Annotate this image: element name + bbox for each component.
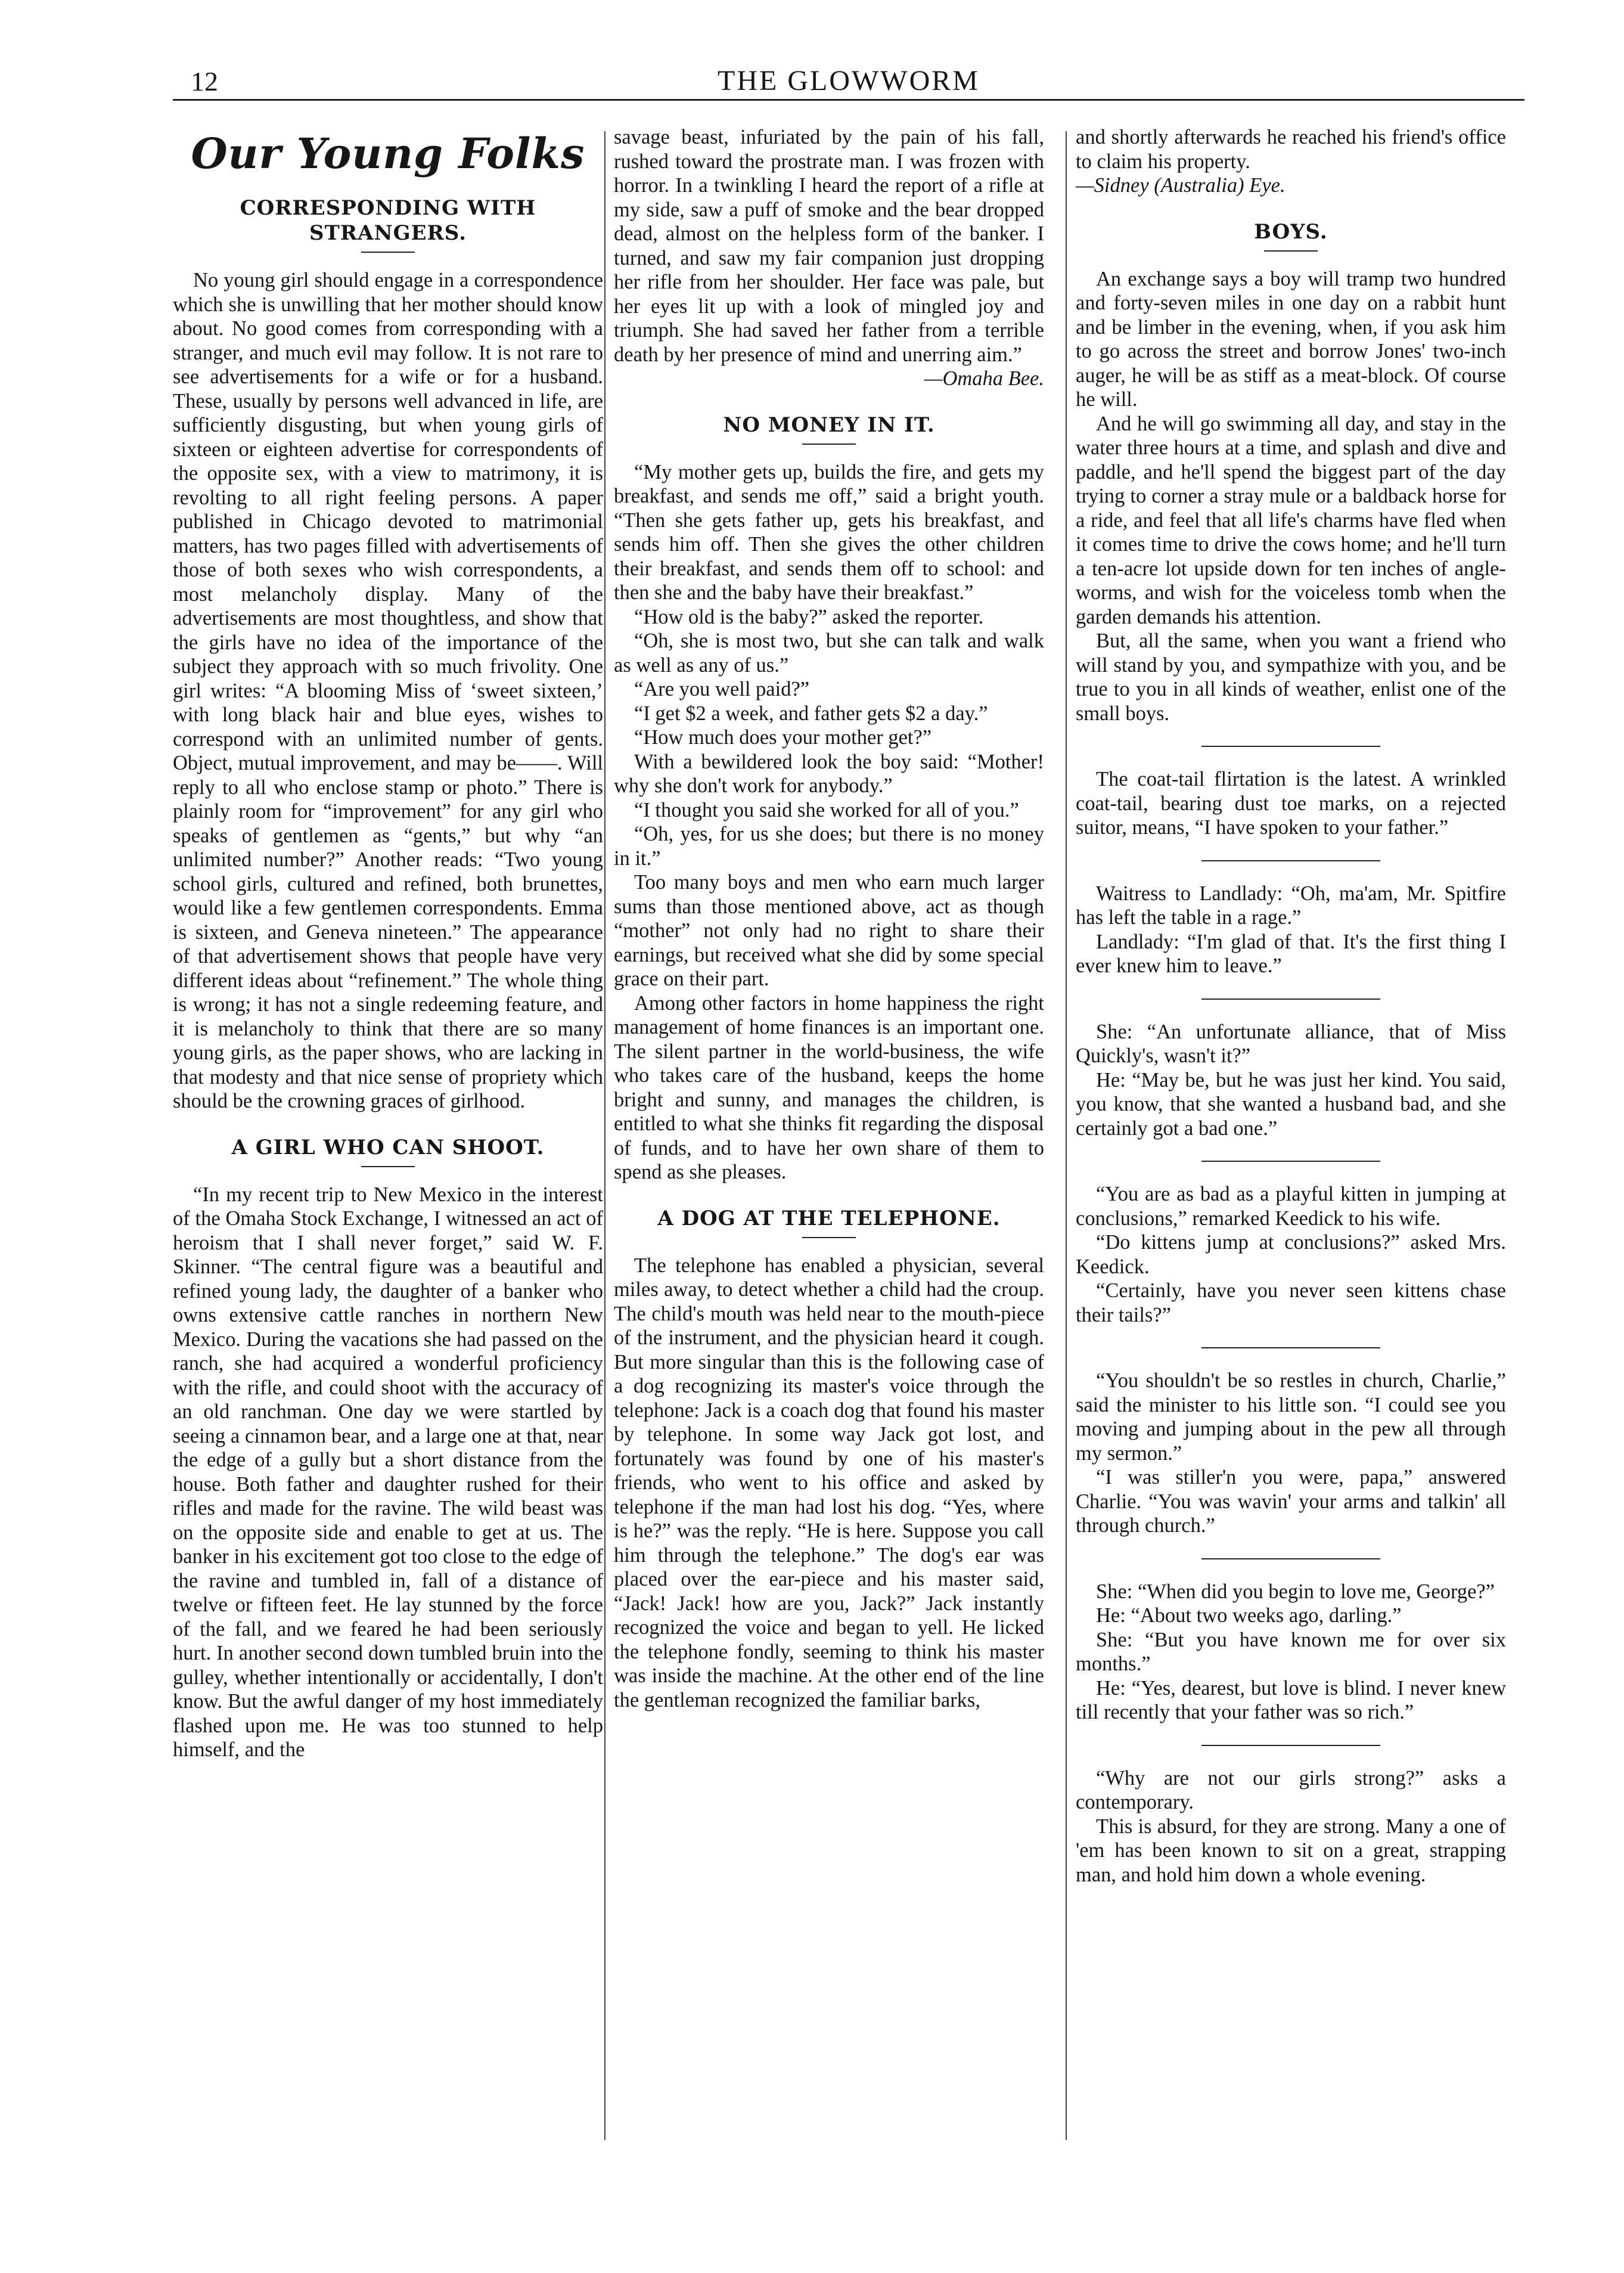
paragraph: She: “An unfortunate alliance, that of Miss Quickly's, wasn't it?”: [1076, 1020, 1506, 1067]
paragraph: He: “May be, but he was just her kind. You said, you know, that she wanted a husband bad, and she certainly got a bad one.”: [1076, 1068, 1506, 1140]
column-1: [173, 125, 603, 1762]
separator-rule: [1201, 746, 1380, 747]
paragraph: “My mother gets up, builds the fire, and gets my breakfast, and sends me off,” said a bright youth. “Then she gets father up, gets his breakfast, and sends him off. Then she gives the other children their breakfast, and sends them off to school: and then she and the baby have their breakfast.”: [614, 460, 1044, 604]
title-rule: [1264, 250, 1318, 252]
article-title: A GIRL WHO CAN SHOOT.: [231, 1135, 545, 1159]
article-title: BOYS.: [1254, 219, 1328, 244]
paragraph: An exchange says a boy will tramp two hundred and forty-seven miles in one day on a rabbit hunt and be limber in the evening, when, if you ask him to go across the street and borrow Jones' two-inch auger, he will be as stiff as a meat-block. Of course he will.: [1076, 267, 1506, 411]
paragraph: “How old is the baby?” asked the reporter.: [634, 605, 984, 628]
title-rule: [802, 444, 856, 445]
paragraph: He: “Yes, dearest, but love is blind. I never knew till recently that your father was so rich.”: [1076, 1676, 1506, 1723]
paragraph: “Why are not our girls strong?” asks a contemporary.: [1076, 1766, 1506, 1813]
paragraph: “In my recent trip to New Mexico in the interest of the Omaha Stock Exchange, I witnessed an act of heroism that I shall never forget,” said W. F. Skinner. “The central figure was a beautiful and refined young lady, the daughter of a banker who owns extensive cattle ranches in northern New Mexico. During the vacations she had passed on the ranch, she had acquired a wonderful proficiency with the rifle, and could shoot with the accuracy of an old ranchman. One day we were startled by seeing a cinnamon bear, and a large one at that, near the edge of a gully but a short distance from the house. Both father and daughter rushed for their rifles and made for the ravine. The wild beast was on the opposite side and enable to get at us. The banker in his excitement got too close to the edge of the ravine and tumbled in, fall of a distance of twelve or fifteen feet. He lay stunned by the force of the fall, and we feared he had been seriously hurt. In another second down tumbled bruin into the gulley, whether intentionally or accidentally, I don't know. But the awful danger of my host immediately flashed upon me. He was too stunned to help himself, and the: [173, 1183, 603, 1761]
separator-rule: [1201, 1558, 1380, 1559]
paragraph: No young girl should engage in a correspondence which she is unwilling that her mother should know about. No good comes from corresponding with a stranger, and much evil may follow. It is not rare to see advertisements for a wife or for a husband. These, usually by persons well advanced in life, are sufficiently disgusting, but when young girls of sixteen or eighteen advertise for correspondents of the opposite sex, with a view to matrimony, it is revolting to all right feeling persons. A paper published in Chicago devoted to matrimonial matters, has two pages filled with advertisements of those of both sexes who wish correspondents, a most melancholy display. Many of the advertisements are most thoughtless, and show that the girls have no idea of the importance of the subject they approach with so much frivolity. One girl writes: “A blooming Miss of ‘sweet sixteen,’ with long black hair and blue eyes, wishes to correspond with an unlimited number of gents. Object, mutual improvement, and may be——. Will reply to all who enclose stamp or photo.” There is plainly room for “improvement” for any girl who speaks of gentlemen as “gents,” but why “an unlimited number?” Another reads: “Two young school girls, cultured and refined, both brunettes, would like a few gentlemen correspondents. Emma is sixteen, and Geneva nineteen.” The appearance of that advertisement shows that people have very different ideas about “refinement.” The whole thing is wrong; it has not a single redeeming feature, and it is melancholy to think that there are so many young girls, as the paper shows, who are lacking in that modesty and that nice sense of propriety which should be the crowning graces of girlhood.: [173, 269, 603, 1112]
paragraph: “You shouldn't be so restles in church, Charlie,” said the minister to his little son. “I could see you moving and jumping about in the pew all through my sermon.”: [1076, 1369, 1506, 1465]
publication-title: THE GLOWWORM: [718, 65, 980, 97]
paragraph: With a bewildered look the boy said: “Mother! why she don't work for anybody.”: [614, 750, 1044, 797]
paragraph: “Do kittens jump at conclusions?” asked Mrs. Keedick.: [1076, 1231, 1506, 1278]
column-3: [1076, 125, 1506, 1887]
paragraph: “I was stiller'n you were, papa,” answered Charlie. “You was wavin' your arms and talkin' all through church.”: [1076, 1466, 1506, 1537]
header-rule: [173, 99, 1524, 101]
paragraph: “You are as bad as a playful kitten in jumping at conclusions,” remarked Keedick to his wife.: [1076, 1183, 1506, 1230]
paragraph: And he will go swimming all day, and stay in the water three hours at a time, and splash and dive and paddle, and he'll spend the biggest part of the day trying to corner a stray mule or a baldback horse for a ride, and feel that all life's charms have fled when it comes time to drive the cows home; and he'll turn a ten-acre lot upside down for ten inches of angle-worms, and wish for the voiceless tomb when the garden demands his attention.: [1076, 412, 1506, 628]
separator-rule: [1201, 998, 1380, 1000]
column-divider: [1066, 131, 1067, 2140]
paragraph: “Are you well paid?”: [634, 678, 810, 700]
separator-rule: [1201, 1161, 1380, 1162]
paragraph: “I get $2 a week, and father gets $2 a day.”: [634, 702, 988, 725]
paragraph: She: “But you have known me for over six months.”: [1076, 1628, 1506, 1675]
paragraph: “Oh, yes, for us she does; but there is no money in it.”: [614, 823, 1044, 870]
source-credit: —Sidney (Australia) Eye.: [1076, 174, 1285, 197]
paragraph: Among other factors in home happiness the right management of home finances is an important one. The silent partner in the world-business, the wife who takes care of the husband, keeps the home bright and sunny, and manages the children, is entitled to what she thinks fit regarding the disposal of funds, and to have her own share of them to spend as she pleases.: [614, 991, 1044, 1183]
paragraph: “How much does your mother get?”: [634, 726, 932, 749]
separator-rule: [1201, 1347, 1380, 1348]
paragraph: The telephone has enabled a physician, several miles away, to detect whether a child had the croup. The child's mouth was held near to the mouth-piece of the instrument, and the physician heard it cough. But more singular than this is the following case of a dog recognizing its master's voice through the telephone: Jack is a coach dog that found his master by telephone. In some way Jack got lost, and fortunately was found by one of his master's friends, who went to his office and asked by telephone if the man had lost his dog. “Yes, where is he?” was the reply. “He is here. Suppose you call him through the telephone.” The dog's ear was placed over the ear-piece and his master said, “Jack! Jack! how are you, Jack?” Jack instantly recognized the voice and began to yell. He licked the telephone fondly, seeming to think his master was inside the machine. At the other end of the line the gentleman recognized the familiar barks,: [614, 1254, 1044, 1711]
article-title: NO MONEY IN IT.: [723, 413, 935, 437]
paragraph: “I thought you said she worked for all of you.”: [634, 798, 1019, 821]
paragraph: The coat-tail flirtation is the latest. A wrinkled coat-tail, bearing dust toe marks, on a rejected suitor, means, “I have spoken to your father.”: [1076, 768, 1506, 839]
paragraph: Landlady: “I'm glad of that. It's the first thing I ever knew him to leave.”: [1076, 930, 1506, 977]
paragraph: Waitress to Landlady: “Oh, ma'am, Mr. Spitfire has left the table in a rage.”: [1076, 882, 1506, 929]
paragraph: She: “When did you begin to love me, George?”: [1096, 1580, 1495, 1603]
source-credit: —Omaha Bee.: [924, 367, 1044, 390]
column-2: [614, 125, 1044, 1712]
paragraph: savage beast, infuriated by the pain of his fall, rushed toward the prostrate man. I was frozen with horror. In a twinkling I heard the report of a rifle at my side, saw a puff of smoke and the bear dropped dead, almost on the helpless form of the banker. I turned, and saw my fair companion just dropping her rifle from her shoulder. Her face was pale, but her eyes lit up with a look of mingled joy and triumph. She had saved her father from a terrible death by her presence of mind and unerring aim.”: [614, 126, 1044, 366]
paragraph: This is absurd, for they are strong. Many a one of 'em has been known to sit on a great, strapping man, and hold him down a whole evening.: [1076, 1815, 1506, 1886]
page-number: 12: [191, 66, 218, 97]
department-title: Our Young Folks: [191, 129, 585, 178]
column-divider: [604, 131, 605, 2140]
title-rule: [802, 1237, 856, 1238]
separator-rule: [1201, 860, 1380, 861]
paragraph: “Certainly, have you never seen kittens chase their tails?”: [1076, 1279, 1506, 1326]
page-header: [173, 60, 1524, 107]
paragraph: and shortly afterwards he reached his friend's office to claim his property.: [1076, 126, 1506, 173]
paragraph: He: “About two weeks ago, darling.”: [1096, 1604, 1402, 1627]
article-title: A DOG AT THE TELEPHONE.: [657, 1206, 1001, 1230]
paragraph: “Oh, she is most two, but she can talk and walk as well as any of us.”: [614, 630, 1044, 677]
paragraph: But, all the same, when you want a friend who will stand by you, and sympathize with you, and be true to you in all kinds of weather, enlist one of the small boys.: [1076, 630, 1506, 725]
article-title: CORRESPONDING WITH STRANGERS.: [240, 196, 536, 245]
separator-rule: [1201, 1745, 1380, 1746]
title-rule: [361, 252, 415, 253]
title-rule: [361, 1166, 415, 1167]
paragraph: Too many boys and men who earn much larger sums than those mentioned above, act as though “mother” not only had no right to share their earnings, but received what she did by some special grace on their part.: [614, 871, 1044, 990]
